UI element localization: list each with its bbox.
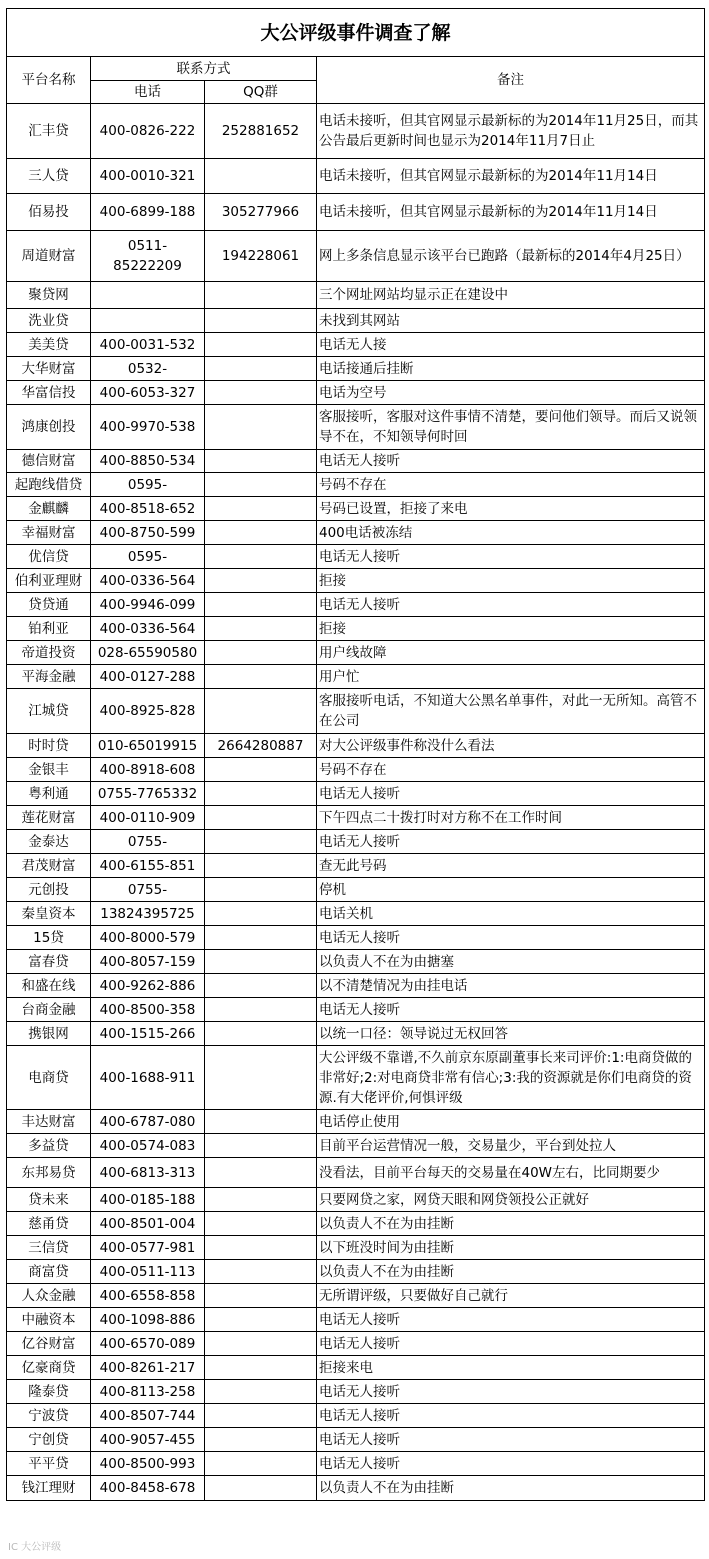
qq-group-cell bbox=[205, 950, 317, 974]
platform-name-cell: 金泰达 bbox=[7, 830, 91, 854]
qq-group-cell bbox=[205, 357, 317, 381]
remark-cell: 电话无人接 bbox=[317, 333, 705, 357]
platform-name-cell: 携银网 bbox=[7, 1022, 91, 1046]
table-row bbox=[7, 1452, 705, 1476]
phone-cell: 400-8501-004 bbox=[91, 1212, 205, 1236]
table-row bbox=[7, 521, 705, 545]
qq-group-cell bbox=[205, 641, 317, 665]
qq-group-cell bbox=[205, 1356, 317, 1380]
remark-cell: 号码不存在 bbox=[317, 473, 705, 497]
table-row bbox=[7, 950, 705, 974]
table-row bbox=[7, 309, 705, 333]
phone-cell: 400-6570-089 bbox=[91, 1332, 205, 1356]
qq-group-cell bbox=[205, 1046, 317, 1110]
table-row bbox=[7, 333, 705, 357]
qq-group-cell: 252881652 bbox=[205, 104, 317, 159]
table-row bbox=[7, 1380, 705, 1404]
platform-name-cell: 秦皇资本 bbox=[7, 902, 91, 926]
qq-group-cell bbox=[205, 926, 317, 950]
table-row bbox=[7, 1428, 705, 1452]
remark-cell: 以负责人不在为由挂断 bbox=[317, 1476, 705, 1501]
remark-cell: 以负责人不在为由搪塞 bbox=[317, 950, 705, 974]
qq-group-cell bbox=[205, 1476, 317, 1501]
remark-cell: 电话无人接听 bbox=[317, 545, 705, 569]
phone-cell: 0511-85222209 bbox=[91, 231, 205, 282]
remark-cell: 电话接通后挂断 bbox=[317, 357, 705, 381]
table-row bbox=[7, 104, 705, 159]
remark-cell: 对大公评级事件称没什么看法 bbox=[317, 734, 705, 758]
qq-group-cell bbox=[205, 689, 317, 734]
phone-cell: 400-0336-564 bbox=[91, 617, 205, 641]
remark-cell: 查无此号码 bbox=[317, 854, 705, 878]
remark-cell: 三个网址网站均显示正在建设中 bbox=[317, 282, 705, 309]
remark-cell: 电话无人接听 bbox=[317, 998, 705, 1022]
remark-cell: 客服接听，客服对这件事情不清楚，要问他们领导。而后又说领导不在，不知领导何时回 bbox=[317, 405, 705, 450]
phone-cell: 400-0110-909 bbox=[91, 806, 205, 830]
remark-cell: 客服接听电话，不知道大公黑名单事件，对此一无所知。高管不在公司 bbox=[317, 689, 705, 734]
platform-name-cell: 电商贷 bbox=[7, 1046, 91, 1110]
table-row bbox=[7, 734, 705, 758]
platform-name-cell: 15贷 bbox=[7, 926, 91, 950]
table-row bbox=[7, 1356, 705, 1380]
qq-group-cell bbox=[205, 333, 317, 357]
phone-cell: 400-0010-321 bbox=[91, 159, 205, 194]
table-row bbox=[7, 974, 705, 998]
phone-cell: 0755- bbox=[91, 830, 205, 854]
phone-cell: 400-9970-538 bbox=[91, 405, 205, 450]
platform-name-cell: 商富贷 bbox=[7, 1260, 91, 1284]
platform-name-cell: 君茂财富 bbox=[7, 854, 91, 878]
platform-name-cell: 隆泰贷 bbox=[7, 1380, 91, 1404]
survey-table bbox=[6, 8, 705, 1501]
table-row bbox=[7, 641, 705, 665]
qq-group-cell bbox=[205, 381, 317, 405]
remark-cell: 电话无人接听 bbox=[317, 1428, 705, 1452]
header-qq: QQ群 bbox=[205, 81, 317, 104]
platform-name-cell: 三人贷 bbox=[7, 159, 91, 194]
table-row bbox=[7, 1022, 705, 1046]
table-row bbox=[7, 405, 705, 450]
platform-name-cell: 贷贷通 bbox=[7, 593, 91, 617]
table-row bbox=[7, 569, 705, 593]
qq-group-cell bbox=[205, 405, 317, 450]
remark-cell: 停机 bbox=[317, 878, 705, 902]
qq-group-cell bbox=[205, 617, 317, 641]
phone-cell: 400-9946-099 bbox=[91, 593, 205, 617]
platform-name-cell: 鸿康创投 bbox=[7, 405, 91, 450]
table-row bbox=[7, 1404, 705, 1428]
remark-cell: 大公评级不靠谱,不久前京东原副董事长来司评价:1:电商贷做的非常好;2:对电商贷非常有信心;3:我的资源就是你们电商贷的资源.有大佬评价,何惧评级 bbox=[317, 1046, 705, 1110]
qq-group-cell bbox=[205, 497, 317, 521]
platform-name-cell: 德信财富 bbox=[7, 450, 91, 473]
qq-group-cell bbox=[205, 1308, 317, 1332]
table-row bbox=[7, 194, 705, 231]
phone-cell: 400-0336-564 bbox=[91, 569, 205, 593]
platform-name-cell: 粤利通 bbox=[7, 782, 91, 806]
remark-cell: 电话无人接听 bbox=[317, 1380, 705, 1404]
phone-cell: 400-6155-851 bbox=[91, 854, 205, 878]
platform-name-cell: 亿谷财富 bbox=[7, 1332, 91, 1356]
phone-cell: 400-8918-608 bbox=[91, 758, 205, 782]
qq-group-cell bbox=[205, 1236, 317, 1260]
table-row bbox=[7, 926, 705, 950]
table-row bbox=[7, 758, 705, 782]
phone-cell: 400-8113-258 bbox=[91, 1380, 205, 1404]
phone-cell: 13824395725 bbox=[91, 902, 205, 926]
header-remark: 备注 bbox=[317, 57, 705, 104]
phone-cell: 400-0185-188 bbox=[91, 1188, 205, 1212]
table-row bbox=[7, 689, 705, 734]
phone-cell: 400-6053-327 bbox=[91, 381, 205, 405]
qq-group-cell bbox=[205, 878, 317, 902]
qq-group-cell bbox=[205, 1022, 317, 1046]
platform-name-cell: 帝道投资 bbox=[7, 641, 91, 665]
remark-cell: 下午四点二十拨打时对方称不在工作时间 bbox=[317, 806, 705, 830]
remark-cell: 电话无人接听 bbox=[317, 926, 705, 950]
qq-group-cell bbox=[205, 782, 317, 806]
phone-cell: 400-8057-159 bbox=[91, 950, 205, 974]
table-row bbox=[7, 1212, 705, 1236]
table-row bbox=[7, 282, 705, 309]
table-row bbox=[7, 1046, 705, 1110]
phone-cell: 0755-7765332 bbox=[91, 782, 205, 806]
header-contact: 联系方式 bbox=[91, 57, 317, 81]
phone-cell: 0532- bbox=[91, 357, 205, 381]
phone-cell: 400-1688-911 bbox=[91, 1046, 205, 1110]
table-row bbox=[7, 497, 705, 521]
qq-group-cell bbox=[205, 1260, 317, 1284]
platform-name-cell: 华富信投 bbox=[7, 381, 91, 405]
remark-cell: 网上多条信息显示该平台已跑路（最新标的2014年4月25日） bbox=[317, 231, 705, 282]
table-row bbox=[7, 450, 705, 473]
platform-name-cell: 和盛在线 bbox=[7, 974, 91, 998]
table-row bbox=[7, 617, 705, 641]
qq-group-cell bbox=[205, 593, 317, 617]
platform-name-cell: 东邦易贷 bbox=[7, 1158, 91, 1188]
qq-group-cell: 305277966 bbox=[205, 194, 317, 231]
table-row bbox=[7, 159, 705, 194]
qq-group-cell bbox=[205, 1134, 317, 1158]
phone-cell: 010-65019915 bbox=[91, 734, 205, 758]
header-phone: 电话 bbox=[91, 81, 205, 104]
table-row bbox=[7, 1260, 705, 1284]
qq-group-cell bbox=[205, 569, 317, 593]
phone-cell bbox=[91, 282, 205, 309]
qq-group-cell bbox=[205, 1452, 317, 1476]
remark-cell: 以负责人不在为由挂断 bbox=[317, 1260, 705, 1284]
remark-cell: 电话停止使用 bbox=[317, 1110, 705, 1134]
table-row bbox=[7, 1332, 705, 1356]
phone-cell: 400-0574-083 bbox=[91, 1134, 205, 1158]
remark-cell: 电话未接听，但其官网显示最新标的为2014年11月14日 bbox=[317, 194, 705, 231]
table-row bbox=[7, 1158, 705, 1188]
phone-cell bbox=[91, 309, 205, 333]
phone-cell: 400-0826-222 bbox=[91, 104, 205, 159]
table-row bbox=[7, 381, 705, 405]
platform-name-cell: 中融资本 bbox=[7, 1308, 91, 1332]
qq-group-cell bbox=[205, 1428, 317, 1452]
remark-cell: 以负责人不在为由挂断 bbox=[317, 1212, 705, 1236]
platform-name-cell: 佰易投 bbox=[7, 194, 91, 231]
qq-group-cell bbox=[205, 473, 317, 497]
remark-cell: 号码已设置，拒接了来电 bbox=[317, 497, 705, 521]
table-row bbox=[7, 545, 705, 569]
qq-group-cell bbox=[205, 159, 317, 194]
table-row bbox=[7, 782, 705, 806]
qq-group-cell bbox=[205, 282, 317, 309]
qq-group-cell: 194228061 bbox=[205, 231, 317, 282]
remark-cell: 电话关机 bbox=[317, 902, 705, 926]
platform-name-cell: 三信贷 bbox=[7, 1236, 91, 1260]
platform-name-cell: 金银丰 bbox=[7, 758, 91, 782]
remark-cell: 没看法，目前平台每天的交易量在40W左右，比同期要少 bbox=[317, 1158, 705, 1188]
platform-name-cell: 时时贷 bbox=[7, 734, 91, 758]
platform-name-cell: 起跑线借贷 bbox=[7, 473, 91, 497]
phone-cell: 0755- bbox=[91, 878, 205, 902]
qq-group-cell bbox=[205, 998, 317, 1022]
platform-name-cell: 元创投 bbox=[7, 878, 91, 902]
table-row bbox=[7, 878, 705, 902]
table-row bbox=[7, 830, 705, 854]
phone-cell: 400-8500-358 bbox=[91, 998, 205, 1022]
phone-cell: 400-8750-599 bbox=[91, 521, 205, 545]
phone-cell: 400-8507-744 bbox=[91, 1404, 205, 1428]
platform-name-cell: 多益贷 bbox=[7, 1134, 91, 1158]
phone-cell: 400-0577-981 bbox=[91, 1236, 205, 1260]
remark-cell: 电话未接听，但其官网显示最新标的为2014年11月14日 bbox=[317, 159, 705, 194]
platform-name-cell: 亿豪商贷 bbox=[7, 1356, 91, 1380]
platform-name-cell: 美美贷 bbox=[7, 333, 91, 357]
phone-cell: 400-9262-886 bbox=[91, 974, 205, 998]
phone-cell: 400-8925-828 bbox=[91, 689, 205, 734]
phone-cell: 400-0127-288 bbox=[91, 665, 205, 689]
phone-cell: 400-1098-886 bbox=[91, 1308, 205, 1332]
table-row bbox=[7, 998, 705, 1022]
phone-cell: 400-8000-579 bbox=[91, 926, 205, 950]
table-row bbox=[7, 473, 705, 497]
table-row bbox=[7, 1134, 705, 1158]
qq-group-cell bbox=[205, 1188, 317, 1212]
platform-name-cell: 汇丰贷 bbox=[7, 104, 91, 159]
platform-name-cell: 周道财富 bbox=[7, 231, 91, 282]
header-platform: 平台名称 bbox=[7, 57, 91, 104]
platform-name-cell: 富春贷 bbox=[7, 950, 91, 974]
table-row bbox=[7, 231, 705, 282]
platform-name-cell: 优信贷 bbox=[7, 545, 91, 569]
remark-cell: 以下班没时间为由挂断 bbox=[317, 1236, 705, 1260]
remark-cell: 以统一口径：领导说过无权回答 bbox=[317, 1022, 705, 1046]
remark-cell: 电话无人接听 bbox=[317, 1308, 705, 1332]
platform-name-cell: 人众金融 bbox=[7, 1284, 91, 1308]
platform-name-cell: 宁创贷 bbox=[7, 1428, 91, 1452]
qq-group-cell bbox=[205, 830, 317, 854]
phone-cell: 400-8500-993 bbox=[91, 1452, 205, 1476]
remark-cell: 未找到其网站 bbox=[317, 309, 705, 333]
table-row bbox=[7, 665, 705, 689]
platform-name-cell: 幸福财富 bbox=[7, 521, 91, 545]
remark-cell: 拒接 bbox=[317, 569, 705, 593]
platform-name-cell: 宁波贷 bbox=[7, 1404, 91, 1428]
phone-cell: 400-6558-858 bbox=[91, 1284, 205, 1308]
platform-name-cell: 金麒麟 bbox=[7, 497, 91, 521]
remark-cell: 用户忙 bbox=[317, 665, 705, 689]
remark-cell: 400电话被冻结 bbox=[317, 521, 705, 545]
platform-name-cell: 伯利亚理财 bbox=[7, 569, 91, 593]
platform-name-cell: 莲花财富 bbox=[7, 806, 91, 830]
remark-cell: 电话无人接听 bbox=[317, 782, 705, 806]
table-row bbox=[7, 1308, 705, 1332]
qq-group-cell: 2664280887 bbox=[205, 734, 317, 758]
platform-name-cell: 贷未来 bbox=[7, 1188, 91, 1212]
table-row bbox=[7, 593, 705, 617]
remark-cell: 电话无人接听 bbox=[317, 450, 705, 473]
platform-name-cell: 钱江理财 bbox=[7, 1476, 91, 1501]
qq-group-cell bbox=[205, 1380, 317, 1404]
qq-group-cell bbox=[205, 1404, 317, 1428]
remark-cell: 电话无人接听 bbox=[317, 1452, 705, 1476]
phone-cell: 400-6787-080 bbox=[91, 1110, 205, 1134]
table-row bbox=[7, 357, 705, 381]
remark-cell: 目前平台运营情况一般，交易量少，平台到处拉人 bbox=[317, 1134, 705, 1158]
platform-name-cell: 大华财富 bbox=[7, 357, 91, 381]
phone-cell: 400-8261-217 bbox=[91, 1356, 205, 1380]
qq-group-cell bbox=[205, 902, 317, 926]
platform-name-cell: 慈甬贷 bbox=[7, 1212, 91, 1236]
remark-cell: 电话无人接听 bbox=[317, 1404, 705, 1428]
qq-group-cell bbox=[205, 545, 317, 569]
phone-cell: 400-8850-534 bbox=[91, 450, 205, 473]
table-title: 大公评级事件调查了解 bbox=[7, 9, 705, 57]
table-body bbox=[7, 104, 705, 1501]
footer-watermark: IC 大公评级 bbox=[8, 1542, 62, 1553]
platform-name-cell: 丰达财富 bbox=[7, 1110, 91, 1134]
qq-group-cell bbox=[205, 450, 317, 473]
table-row bbox=[7, 806, 705, 830]
phone-cell: 400-0031-532 bbox=[91, 333, 205, 357]
remark-cell: 电话未接听，但其官网显示最新标的为2014年11月25日，而其公告最后更新时间也显示为2014年11月7日止 bbox=[317, 104, 705, 159]
table-row bbox=[7, 1284, 705, 1308]
qq-group-cell bbox=[205, 974, 317, 998]
phone-cell: 400-6899-188 bbox=[91, 194, 205, 231]
phone-cell: 0595- bbox=[91, 545, 205, 569]
qq-group-cell bbox=[205, 1212, 317, 1236]
platform-name-cell: 平平贷 bbox=[7, 1452, 91, 1476]
table-row bbox=[7, 1476, 705, 1501]
remark-cell: 无所谓评级，只要做好自己就行 bbox=[317, 1284, 705, 1308]
qq-group-cell bbox=[205, 806, 317, 830]
remark-cell: 电话无人接听 bbox=[317, 1332, 705, 1356]
qq-group-cell bbox=[205, 758, 317, 782]
qq-group-cell bbox=[205, 309, 317, 333]
phone-cell: 400-9057-455 bbox=[91, 1428, 205, 1452]
remark-cell: 电话无人接听 bbox=[317, 830, 705, 854]
platform-name-cell: 江城贷 bbox=[7, 689, 91, 734]
survey-sheet bbox=[6, 8, 704, 1501]
remark-cell: 电话为空号 bbox=[317, 381, 705, 405]
remark-cell: 以不清楚情况为由挂电话 bbox=[317, 974, 705, 998]
remark-cell: 电话无人接听 bbox=[317, 593, 705, 617]
table-row bbox=[7, 1188, 705, 1212]
qq-group-cell bbox=[205, 854, 317, 878]
remark-cell: 拒接来电 bbox=[317, 1356, 705, 1380]
phone-cell: 028-65590580 bbox=[91, 641, 205, 665]
remark-cell: 用户线故障 bbox=[317, 641, 705, 665]
phone-cell: 400-8458-678 bbox=[91, 1476, 205, 1501]
platform-name-cell: 平海金融 bbox=[7, 665, 91, 689]
remark-cell: 拒接 bbox=[317, 617, 705, 641]
platform-name-cell: 洗业贷 bbox=[7, 309, 91, 333]
table-row bbox=[7, 902, 705, 926]
platform-name-cell: 聚贷网 bbox=[7, 282, 91, 309]
qq-group-cell bbox=[205, 1284, 317, 1308]
remark-cell: 只要网贷之家，网贷天眼和网贷领投公正就好 bbox=[317, 1188, 705, 1212]
qq-group-cell bbox=[205, 1158, 317, 1188]
table-row bbox=[7, 1236, 705, 1260]
platform-name-cell: 台商金融 bbox=[7, 998, 91, 1022]
table-row bbox=[7, 1110, 705, 1134]
qq-group-cell bbox=[205, 1110, 317, 1134]
phone-cell: 0595- bbox=[91, 473, 205, 497]
qq-group-cell bbox=[205, 521, 317, 545]
remark-cell: 号码不存在 bbox=[317, 758, 705, 782]
phone-cell: 400-8518-652 bbox=[91, 497, 205, 521]
phone-cell: 400-0511-113 bbox=[91, 1260, 205, 1284]
phone-cell: 400-1515-266 bbox=[91, 1022, 205, 1046]
qq-group-cell bbox=[205, 1332, 317, 1356]
qq-group-cell bbox=[205, 665, 317, 689]
phone-cell: 400-6813-313 bbox=[91, 1158, 205, 1188]
platform-name-cell: 铂利亚 bbox=[7, 617, 91, 641]
table-row bbox=[7, 854, 705, 878]
